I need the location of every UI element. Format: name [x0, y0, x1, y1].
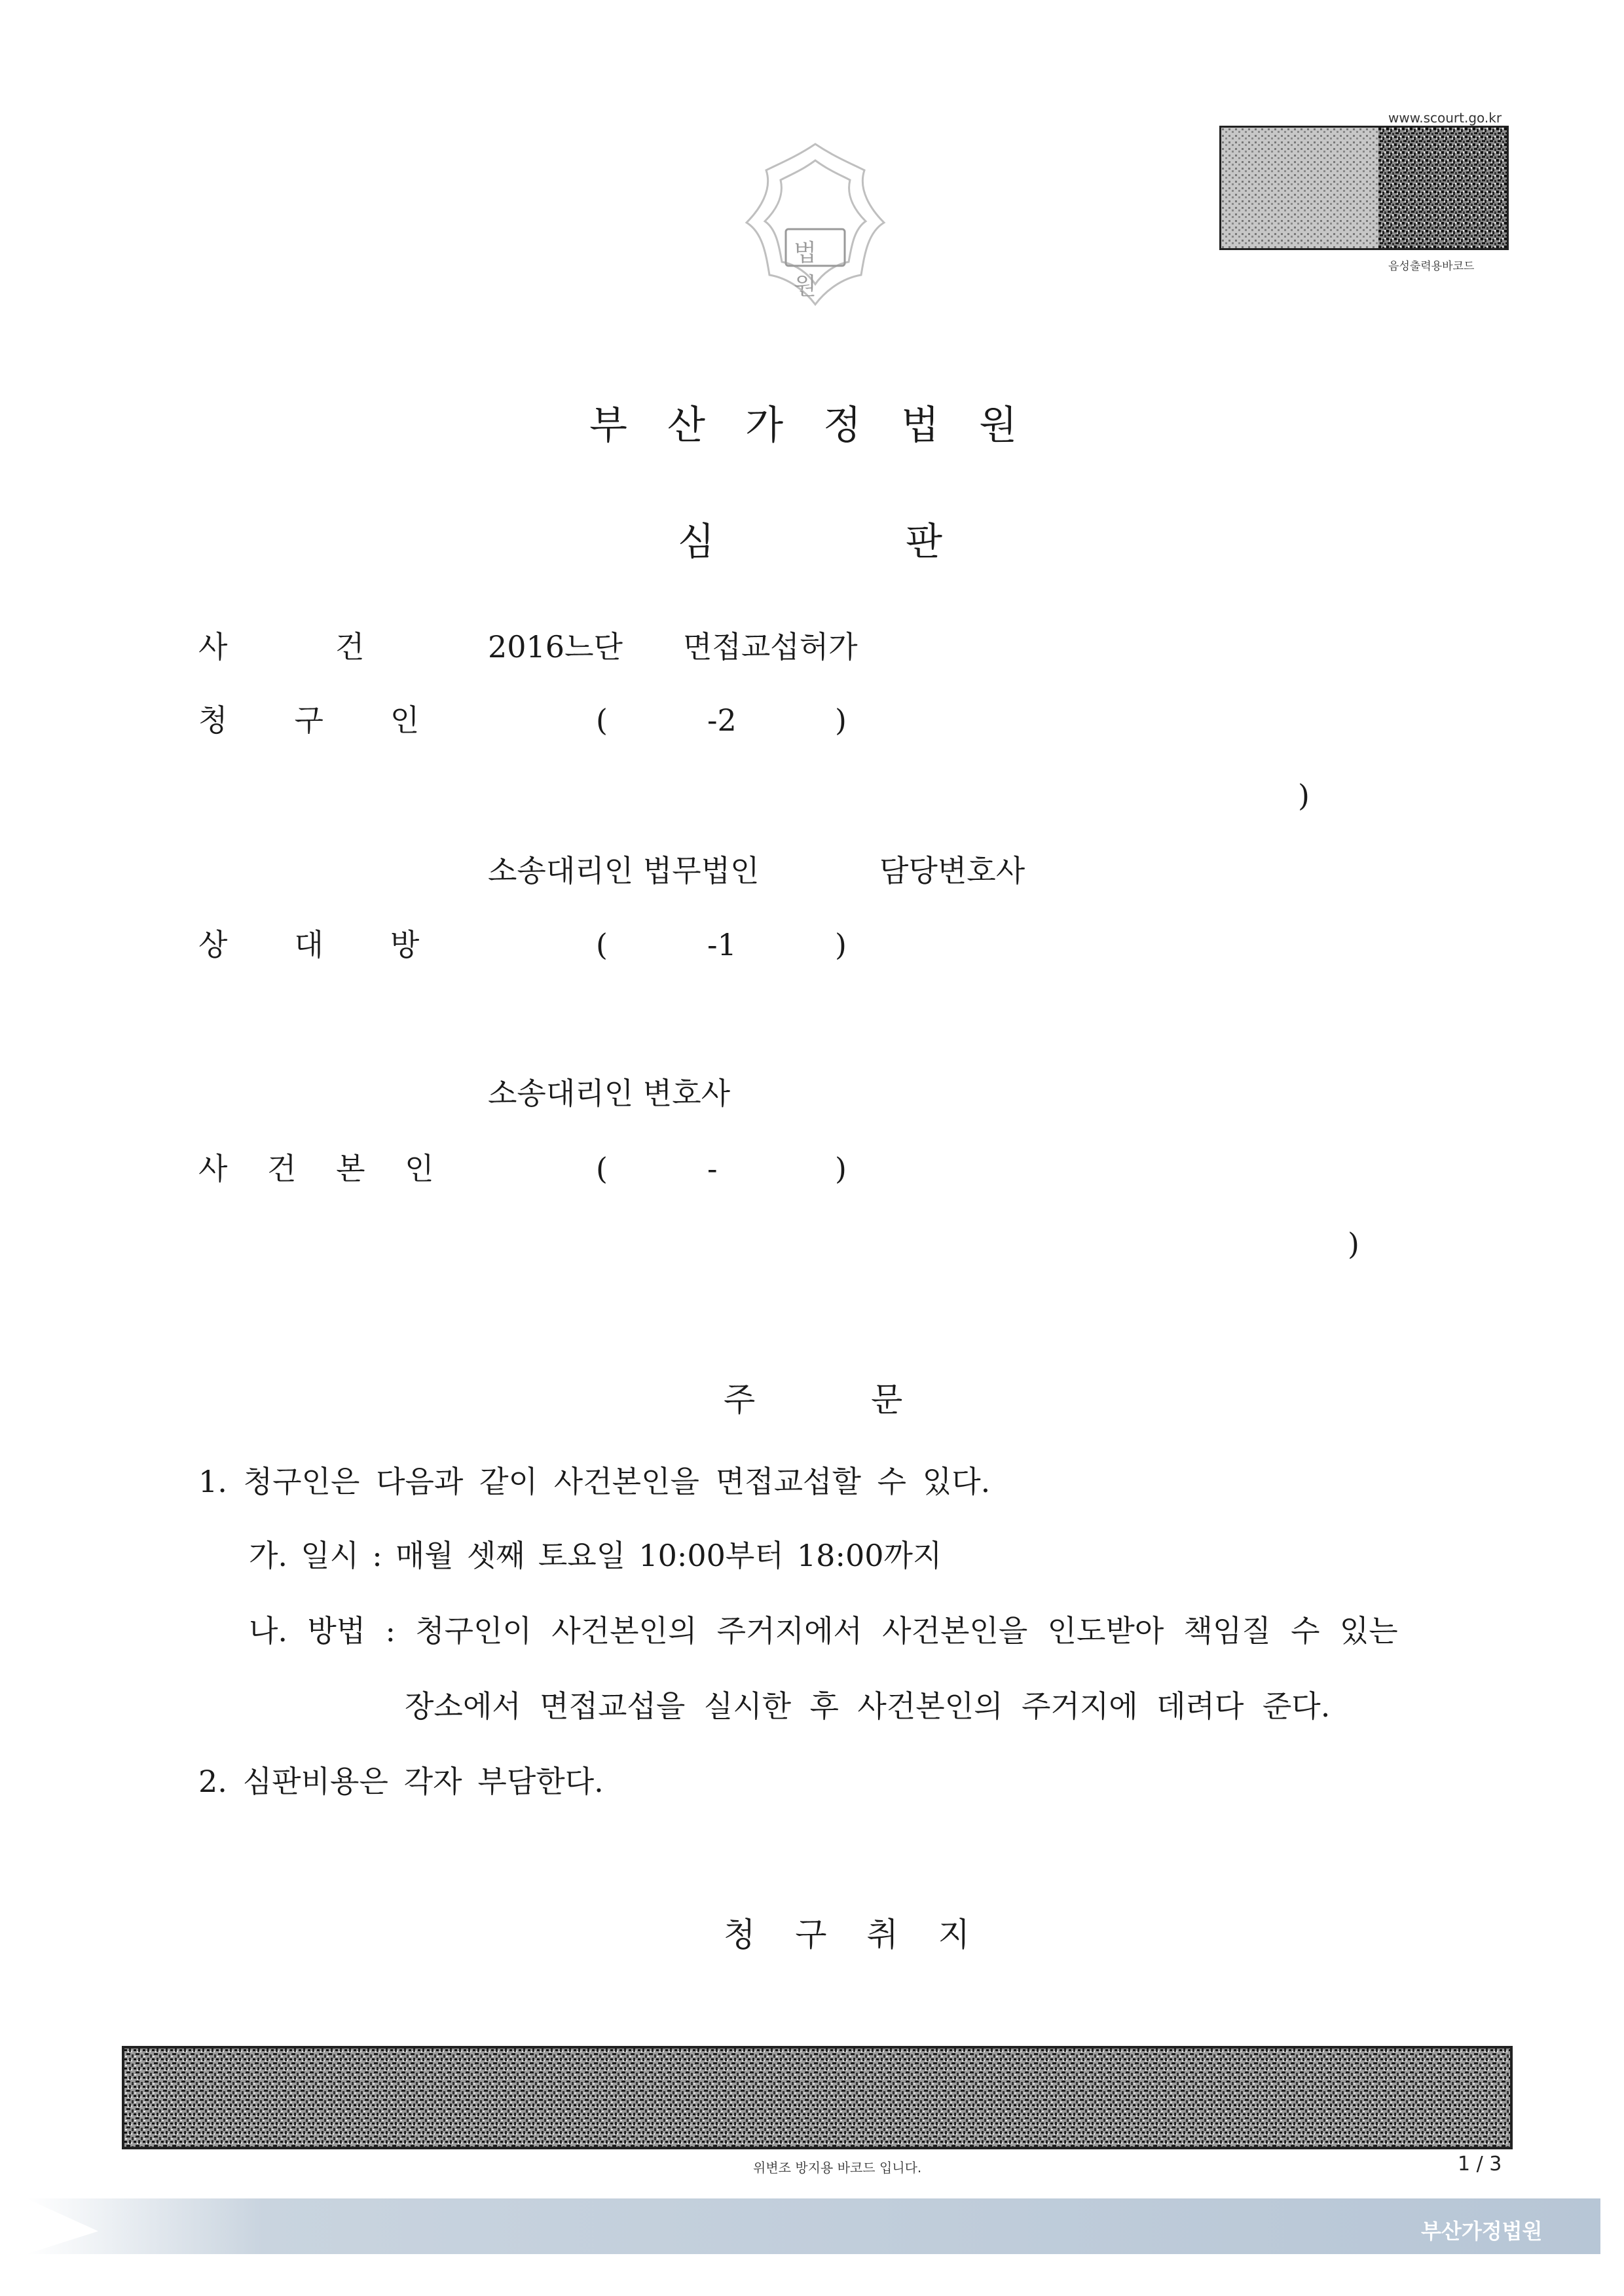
order-item-2: 2. 심판비용은 각자 부담한다.	[198, 1764, 604, 1799]
order-item-1a: 가. 일시 : 매월 셋째 토요일 10:00부터 18:00까지	[249, 1538, 942, 1573]
respondent-id: -1	[707, 927, 737, 962]
claimant-close: )	[835, 702, 847, 738]
case-label-right: 건	[335, 629, 365, 665]
claimant-address-close: )	[1298, 778, 1310, 813]
respondent-close: )	[835, 927, 847, 962]
court-name: 부 산 가 정 법 원	[589, 403, 1031, 448]
subject-label: 사 건 본 인	[198, 1151, 449, 1186]
case-number: 2016느단	[488, 629, 623, 665]
case-label-left: 사	[198, 629, 228, 665]
page-number: 1 / 3	[1458, 2153, 1502, 2176]
subject-id: -	[707, 1151, 718, 1186]
anti-forgery-barcode	[122, 2046, 1513, 2149]
voice-barcode	[1219, 126, 1509, 250]
barcode-caption: 위변조 방지용 바코드 입니다.	[753, 2160, 922, 2176]
claimant-label: 청 구 인	[198, 702, 449, 738]
footer-court-name: 부산가정법원	[1421, 2219, 1543, 2244]
case-name: 면접교섭허가	[683, 629, 858, 665]
claimant-id: -2	[707, 702, 737, 738]
scourt-url: www.scourt.go.kr	[1388, 110, 1502, 126]
claimant-open: (	[596, 702, 608, 738]
subject-address-close: )	[1348, 1226, 1359, 1262]
respondent-agent: 소송대리인 변호사	[488, 1076, 731, 1111]
order-item-1b-cont: 장소에서 면접교섭을 실시한 후 사건본인의 주거지에 데려다 준다.	[405, 1688, 1331, 1724]
respondent-label: 상 대 방	[198, 927, 449, 962]
document-title-right: 판	[906, 519, 943, 564]
footer-band	[0, 2192, 1600, 2257]
seal-text: 법원	[794, 240, 817, 300]
voice-barcode-caption: 음성출력용바코드	[1388, 260, 1475, 273]
claimant-attorney: 담당변호사	[879, 853, 1025, 888]
subject-open: (	[596, 1151, 608, 1186]
order-item-1: 1. 청구인은 다음과 같이 사건본인을 면접교섭할 수 있다.	[198, 1464, 991, 1499]
court-seal	[733, 124, 897, 321]
claim-heading: 청 구 취 지	[724, 1916, 985, 1954]
claimant-agent: 소송대리인 법무법인	[488, 853, 760, 888]
order-heading-left: 주	[724, 1381, 756, 1419]
subject-close: )	[835, 1151, 847, 1186]
respondent-open: (	[596, 927, 608, 962]
order-item-1b: 나. 방법 : 청구인이 사건본인의 주거지에서 사건본인을 인도받아 책임질 수 있는	[249, 1613, 1398, 1649]
order-heading-right: 문	[871, 1381, 903, 1419]
document-title-left: 심	[678, 519, 715, 564]
